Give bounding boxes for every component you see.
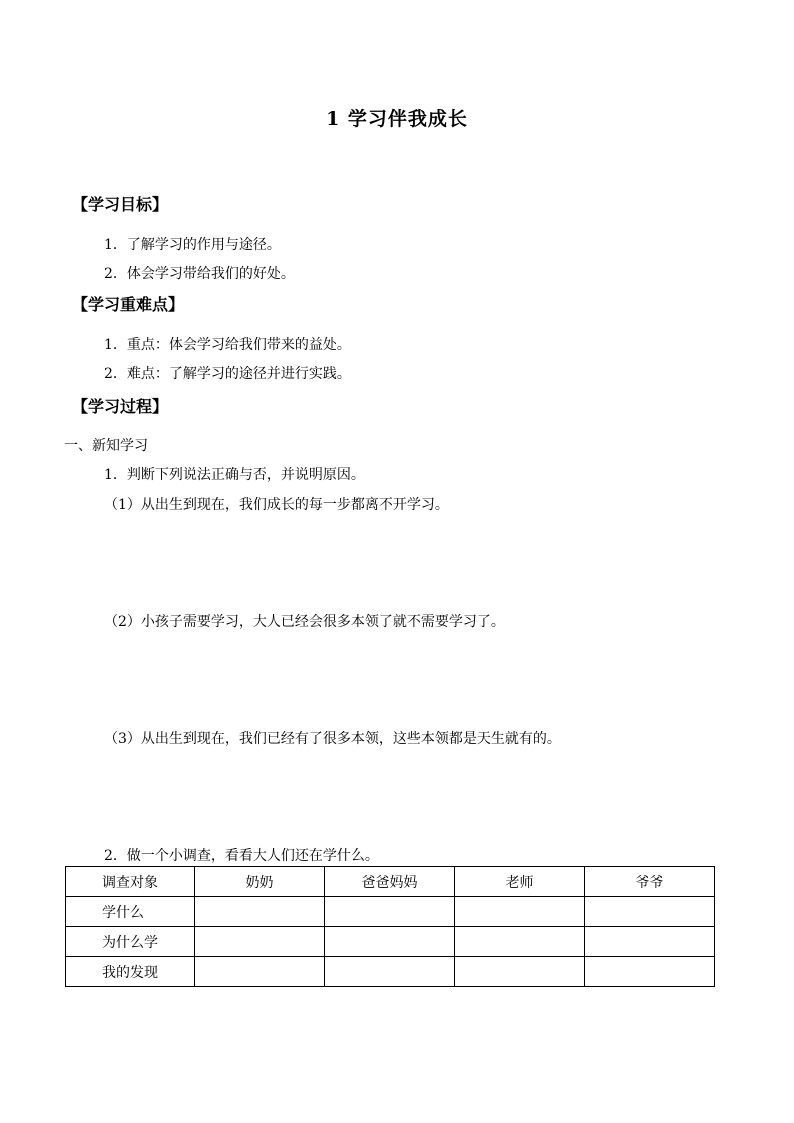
section-heading-process: 【学习过程】 [72, 397, 169, 416]
answer-cell[interactable] [325, 927, 455, 957]
answer-cell[interactable] [455, 927, 585, 957]
table-header-row [66, 867, 715, 897]
table-row [66, 957, 715, 987]
table-header-cell: 老师 [455, 867, 585, 897]
table-header-cell: 奶奶 [195, 867, 325, 897]
answer-cell[interactable] [195, 927, 325, 957]
answer-cell[interactable] [455, 897, 585, 927]
table-header-cell: 爸爸妈妈 [325, 867, 455, 897]
answer-cell[interactable] [325, 897, 455, 927]
question-1-statement: （2）小孩子需要学习，大人已经会很多本领了就不需要学习了。 [104, 614, 505, 630]
table-row-label: 学什么 [66, 897, 195, 927]
section-heading-key-points: 【学习重难点】 [72, 295, 185, 314]
answer-cell[interactable] [325, 957, 455, 987]
table-header-cell: 爷爷 [585, 867, 715, 897]
question-1-statement: （3）从出生到现在，我们已经有了很多本领，这些本领都是天生就有的。 [104, 731, 561, 747]
answer-cell[interactable] [585, 897, 715, 927]
answer-cell[interactable] [585, 927, 715, 957]
answer-cell[interactable] [195, 897, 325, 927]
table-row-label: 我的发现 [66, 957, 195, 987]
question-2: 2．做一个小调查，看看大人们还在学什么。 [104, 848, 379, 864]
goal-item: 1．了解学习的作用与途径。 [104, 237, 281, 253]
answer-cell[interactable] [585, 957, 715, 987]
table-row [66, 897, 715, 927]
page-title: 1 学习伴我成长 [326, 108, 468, 130]
section-heading-goals: 【学习目标】 [72, 195, 169, 214]
key-point-item: 2．难点：了解学习的途径并进行实践。 [104, 366, 351, 382]
table-header-cell: 调查对象 [66, 867, 195, 897]
question-1-statement: （1）从出生到现在，我们成长的每一步都离不开学习。 [104, 497, 449, 513]
part-heading: 一、新知学习 [64, 438, 148, 454]
question-1: 1．判断下列说法正确与否，并说明原因。 [104, 467, 365, 483]
key-point-item: 1．重点：体会学习给我们带来的益处。 [104, 337, 351, 353]
goal-item: 2．体会学习带给我们的好处。 [104, 266, 295, 282]
survey-table [65, 866, 715, 987]
answer-cell[interactable] [195, 957, 325, 987]
table-row-label: 为什么学 [66, 927, 195, 957]
answer-cell[interactable] [455, 957, 585, 987]
table-row [66, 927, 715, 957]
